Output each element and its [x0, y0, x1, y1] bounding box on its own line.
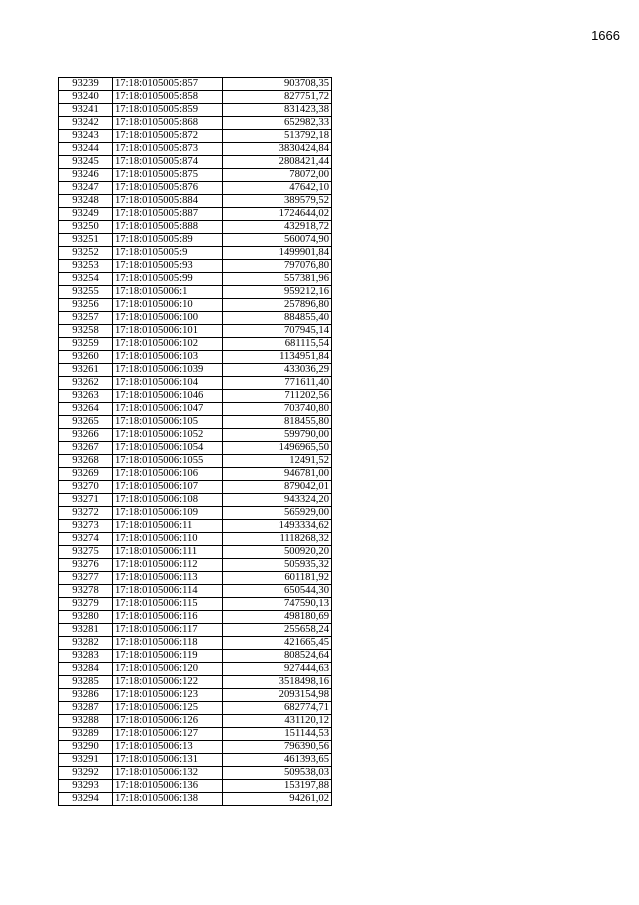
row-index-cell: 93287: [59, 702, 113, 715]
cadastral-number-cell: 17:18:0105005:876: [113, 182, 223, 195]
cadastral-number-cell: 17:18:0105006:10: [113, 299, 223, 312]
value-cell: 421665,45: [223, 637, 332, 650]
cadastral-number-cell: 17:18:0105006:118: [113, 637, 223, 650]
table-row: [59, 260, 332, 273]
row-index-cell: 93251: [59, 234, 113, 247]
cadastral-number-cell: 17:18:0105006:125: [113, 702, 223, 715]
cadastral-number-cell: 17:18:0105006:116: [113, 611, 223, 624]
value-cell: 711202,56: [223, 390, 332, 403]
row-index-cell: 93291: [59, 754, 113, 767]
row-index-cell: 93281: [59, 624, 113, 637]
row-index-cell: 93248: [59, 195, 113, 208]
value-cell: 771611,40: [223, 377, 332, 390]
cadastral-number-cell: 17:18:0105006:119: [113, 650, 223, 663]
row-index-cell: 93278: [59, 585, 113, 598]
value-cell: 2808421,44: [223, 156, 332, 169]
table-row: [59, 507, 332, 520]
value-cell: 818455,80: [223, 416, 332, 429]
table-row: [59, 780, 332, 793]
table-row: [59, 663, 332, 676]
table-row: [59, 156, 332, 169]
value-cell: 650544,30: [223, 585, 332, 598]
value-cell: 884855,40: [223, 312, 332, 325]
cadastral-number-cell: 17:18:0105005:887: [113, 208, 223, 221]
table-row: [59, 286, 332, 299]
cadastral-number-cell: 17:18:0105006:105: [113, 416, 223, 429]
table-row: [59, 676, 332, 689]
table-row: [59, 598, 332, 611]
cadastral-number-cell: 17:18:0105006:131: [113, 754, 223, 767]
row-index-cell: 93267: [59, 442, 113, 455]
row-index-cell: 93292: [59, 767, 113, 780]
value-cell: 652982,33: [223, 117, 332, 130]
cadastral-number-cell: 17:18:0105006:101: [113, 325, 223, 338]
row-index-cell: 93245: [59, 156, 113, 169]
row-index-cell: 93244: [59, 143, 113, 156]
value-cell: 432918,72: [223, 221, 332, 234]
row-index-cell: 93289: [59, 728, 113, 741]
table-row: [59, 728, 332, 741]
cadastral-number-cell: 17:18:0105006:104: [113, 377, 223, 390]
row-index-cell: 93280: [59, 611, 113, 624]
table-row: [59, 793, 332, 806]
value-cell: 1724644,02: [223, 208, 332, 221]
cadastral-number-cell: 17:18:0105005:873: [113, 143, 223, 156]
row-index-cell: 93269: [59, 468, 113, 481]
table-row: [59, 559, 332, 572]
table-row: [59, 520, 332, 533]
row-index-cell: 93286: [59, 689, 113, 702]
table-row: [59, 741, 332, 754]
value-cell: 12491,52: [223, 455, 332, 468]
table-row: [59, 234, 332, 247]
value-cell: 808524,64: [223, 650, 332, 663]
table-row: [59, 754, 332, 767]
cadastral-number-cell: 17:18:0105006:122: [113, 676, 223, 689]
table-row: [59, 429, 332, 442]
table-row: [59, 130, 332, 143]
row-index-cell: 93279: [59, 598, 113, 611]
value-cell: 703740,80: [223, 403, 332, 416]
row-index-cell: 93273: [59, 520, 113, 533]
table-row: [59, 325, 332, 338]
row-index-cell: 93254: [59, 273, 113, 286]
value-cell: 747590,13: [223, 598, 332, 611]
cadastral-number-cell: 17:18:0105006:110: [113, 533, 223, 546]
table-row: [59, 390, 332, 403]
cadastral-number-cell: 17:18:0105005:93: [113, 260, 223, 273]
cadastral-number-cell: 17:18:0105005:888: [113, 221, 223, 234]
cadastral-number-cell: 17:18:0105006:109: [113, 507, 223, 520]
row-index-cell: 93252: [59, 247, 113, 260]
value-cell: 797076,80: [223, 260, 332, 273]
table-row: [59, 455, 332, 468]
row-index-cell: 93294: [59, 793, 113, 806]
table-row: [59, 338, 332, 351]
table-row: [59, 585, 332, 598]
row-index-cell: 93270: [59, 481, 113, 494]
value-cell: 1496965,50: [223, 442, 332, 455]
cadastral-number-cell: 17:18:0105005:858: [113, 91, 223, 104]
table-row: [59, 221, 332, 234]
cadastral-number-cell: 17:18:0105006:102: [113, 338, 223, 351]
cadastral-number-cell: 17:18:0105006:1047: [113, 403, 223, 416]
page-number: 1666: [591, 28, 620, 43]
row-index-cell: 93277: [59, 572, 113, 585]
value-cell: 47642,10: [223, 182, 332, 195]
cadastral-number-cell: 17:18:0105005:99: [113, 273, 223, 286]
cadastral-number-cell: 17:18:0105006:138: [113, 793, 223, 806]
row-index-cell: 93239: [59, 78, 113, 91]
cadastral-number-cell: 17:18:0105006:132: [113, 767, 223, 780]
value-cell: 3518498,16: [223, 676, 332, 689]
table-row: [59, 468, 332, 481]
table-row: [59, 715, 332, 728]
value-cell: 500920,20: [223, 546, 332, 559]
cadastral-number-cell: 17:18:0105006:1052: [113, 429, 223, 442]
value-cell: 151144,53: [223, 728, 332, 741]
value-cell: 682774,71: [223, 702, 332, 715]
row-index-cell: 93247: [59, 182, 113, 195]
cadastral-number-cell: 17:18:0105006:107: [113, 481, 223, 494]
value-cell: 78072,00: [223, 169, 332, 182]
cadastral-number-cell: 17:18:0105005:874: [113, 156, 223, 169]
value-cell: 1134951,84: [223, 351, 332, 364]
value-cell: 505935,32: [223, 559, 332, 572]
cadastral-number-cell: 17:18:0105006:117: [113, 624, 223, 637]
value-cell: 601181,92: [223, 572, 332, 585]
cadastral-number-cell: 17:18:0105006:127: [113, 728, 223, 741]
row-index-cell: 93260: [59, 351, 113, 364]
value-cell: 707945,14: [223, 325, 332, 338]
cadastral-number-cell: 17:18:0105006:1055: [113, 455, 223, 468]
value-cell: 461393,65: [223, 754, 332, 767]
row-index-cell: 93256: [59, 299, 113, 312]
row-index-cell: 93288: [59, 715, 113, 728]
cadastral-number-cell: 17:18:0105005:884: [113, 195, 223, 208]
row-index-cell: 93240: [59, 91, 113, 104]
row-index-cell: 93241: [59, 104, 113, 117]
row-index-cell: 93266: [59, 429, 113, 442]
cadastral-number-cell: 17:18:0105006:114: [113, 585, 223, 598]
value-cell: 498180,69: [223, 611, 332, 624]
table-row: [59, 143, 332, 156]
row-index-cell: 93290: [59, 741, 113, 754]
table-row: [59, 624, 332, 637]
value-cell: 557381,96: [223, 273, 332, 286]
cadastral-number-cell: 17:18:0105005:872: [113, 130, 223, 143]
cadastral-number-cell: 17:18:0105006:126: [113, 715, 223, 728]
cadastral-number-cell: 17:18:0105005:868: [113, 117, 223, 130]
row-index-cell: 93249: [59, 208, 113, 221]
table-row: [59, 247, 332, 260]
table-row: [59, 312, 332, 325]
table-row: [59, 273, 332, 286]
table-row: [59, 169, 332, 182]
row-index-cell: 93293: [59, 780, 113, 793]
value-cell: 1118268,32: [223, 533, 332, 546]
value-cell: 565929,00: [223, 507, 332, 520]
value-cell: 94261,02: [223, 793, 332, 806]
records-table-body: [59, 78, 332, 806]
row-index-cell: 93253: [59, 260, 113, 273]
cadastral-number-cell: 17:18:0105006:1046: [113, 390, 223, 403]
row-index-cell: 93261: [59, 364, 113, 377]
table-row: [59, 533, 332, 546]
row-index-cell: 93276: [59, 559, 113, 572]
value-cell: 827751,72: [223, 91, 332, 104]
table-row: [59, 208, 332, 221]
cadastral-number-cell: 17:18:0105006:1039: [113, 364, 223, 377]
cadastral-number-cell: 17:18:0105006:113: [113, 572, 223, 585]
table-row: [59, 637, 332, 650]
cadastral-number-cell: 17:18:0105005:875: [113, 169, 223, 182]
value-cell: 2093154,98: [223, 689, 332, 702]
table-row: [59, 546, 332, 559]
table-row: [59, 195, 332, 208]
value-cell: 599790,00: [223, 429, 332, 442]
row-index-cell: 93275: [59, 546, 113, 559]
row-index-cell: 93274: [59, 533, 113, 546]
row-index-cell: 93285: [59, 676, 113, 689]
row-index-cell: 93284: [59, 663, 113, 676]
row-index-cell: 93264: [59, 403, 113, 416]
value-cell: 1499901,84: [223, 247, 332, 260]
value-cell: 509538,03: [223, 767, 332, 780]
table-row: [59, 377, 332, 390]
table-row: [59, 572, 332, 585]
cadastral-number-cell: 17:18:0105006:115: [113, 598, 223, 611]
table-row: [59, 78, 332, 91]
table-row: [59, 442, 332, 455]
cadastral-number-cell: 17:18:0105006:136: [113, 780, 223, 793]
table-row: [59, 403, 332, 416]
cadastral-number-cell: 17:18:0105006:108: [113, 494, 223, 507]
cadastral-number-cell: 17:18:0105006:1: [113, 286, 223, 299]
value-cell: 513792,18: [223, 130, 332, 143]
row-index-cell: 93282: [59, 637, 113, 650]
cadastral-number-cell: 17:18:0105006:111: [113, 546, 223, 559]
row-index-cell: 93272: [59, 507, 113, 520]
table-row: [59, 91, 332, 104]
row-index-cell: 93265: [59, 416, 113, 429]
cadastral-number-cell: 17:18:0105006:112: [113, 559, 223, 572]
cadastral-number-cell: 17:18:0105005:859: [113, 104, 223, 117]
row-index-cell: 93255: [59, 286, 113, 299]
row-index-cell: 93259: [59, 338, 113, 351]
value-cell: 257896,80: [223, 299, 332, 312]
value-cell: 431120,12: [223, 715, 332, 728]
row-index-cell: 93242: [59, 117, 113, 130]
table-row: [59, 182, 332, 195]
value-cell: 1493334,62: [223, 520, 332, 533]
row-index-cell: 93271: [59, 494, 113, 507]
cadastral-number-cell: 17:18:0105006:120: [113, 663, 223, 676]
value-cell: 681115,54: [223, 338, 332, 351]
value-cell: 433036,29: [223, 364, 332, 377]
table-row: [59, 481, 332, 494]
value-cell: 389579,52: [223, 195, 332, 208]
value-cell: 946781,00: [223, 468, 332, 481]
cadastral-number-cell: 17:18:0105006:1054: [113, 442, 223, 455]
row-index-cell: 93243: [59, 130, 113, 143]
table-row: [59, 351, 332, 364]
cadastral-number-cell: 17:18:0105006:123: [113, 689, 223, 702]
row-index-cell: 93268: [59, 455, 113, 468]
table-row: [59, 299, 332, 312]
value-cell: 796390,56: [223, 741, 332, 754]
cadastral-number-cell: 17:18:0105006:100: [113, 312, 223, 325]
table-row: [59, 689, 332, 702]
table-row: [59, 650, 332, 663]
value-cell: 903708,35: [223, 78, 332, 91]
row-index-cell: 93283: [59, 650, 113, 663]
table-row: [59, 104, 332, 117]
row-index-cell: 93258: [59, 325, 113, 338]
table-row: [59, 364, 332, 377]
row-index-cell: 93263: [59, 390, 113, 403]
row-index-cell: 93257: [59, 312, 113, 325]
cadastral-number-cell: 17:18:0105005:89: [113, 234, 223, 247]
value-cell: 3830424,84: [223, 143, 332, 156]
value-cell: 959212,16: [223, 286, 332, 299]
records-table: [58, 77, 332, 806]
row-index-cell: 93262: [59, 377, 113, 390]
value-cell: 879042,01: [223, 481, 332, 494]
cadastral-number-cell: 17:18:0105005:9: [113, 247, 223, 260]
table-row: [59, 117, 332, 130]
row-index-cell: 93246: [59, 169, 113, 182]
cadastral-number-cell: 17:18:0105006:106: [113, 468, 223, 481]
value-cell: 255658,24: [223, 624, 332, 637]
row-index-cell: 93250: [59, 221, 113, 234]
value-cell: 153197,88: [223, 780, 332, 793]
table-row: [59, 767, 332, 780]
table-row: [59, 416, 332, 429]
table-row: [59, 611, 332, 624]
cadastral-number-cell: 17:18:0105005:857: [113, 78, 223, 91]
cadastral-number-cell: 17:18:0105006:11: [113, 520, 223, 533]
value-cell: 927444,63: [223, 663, 332, 676]
table-row: [59, 702, 332, 715]
cadastral-number-cell: 17:18:0105006:13: [113, 741, 223, 754]
cadastral-number-cell: 17:18:0105006:103: [113, 351, 223, 364]
value-cell: 831423,38: [223, 104, 332, 117]
value-cell: 560074,90: [223, 234, 332, 247]
table-row: [59, 494, 332, 507]
value-cell: 943324,20: [223, 494, 332, 507]
